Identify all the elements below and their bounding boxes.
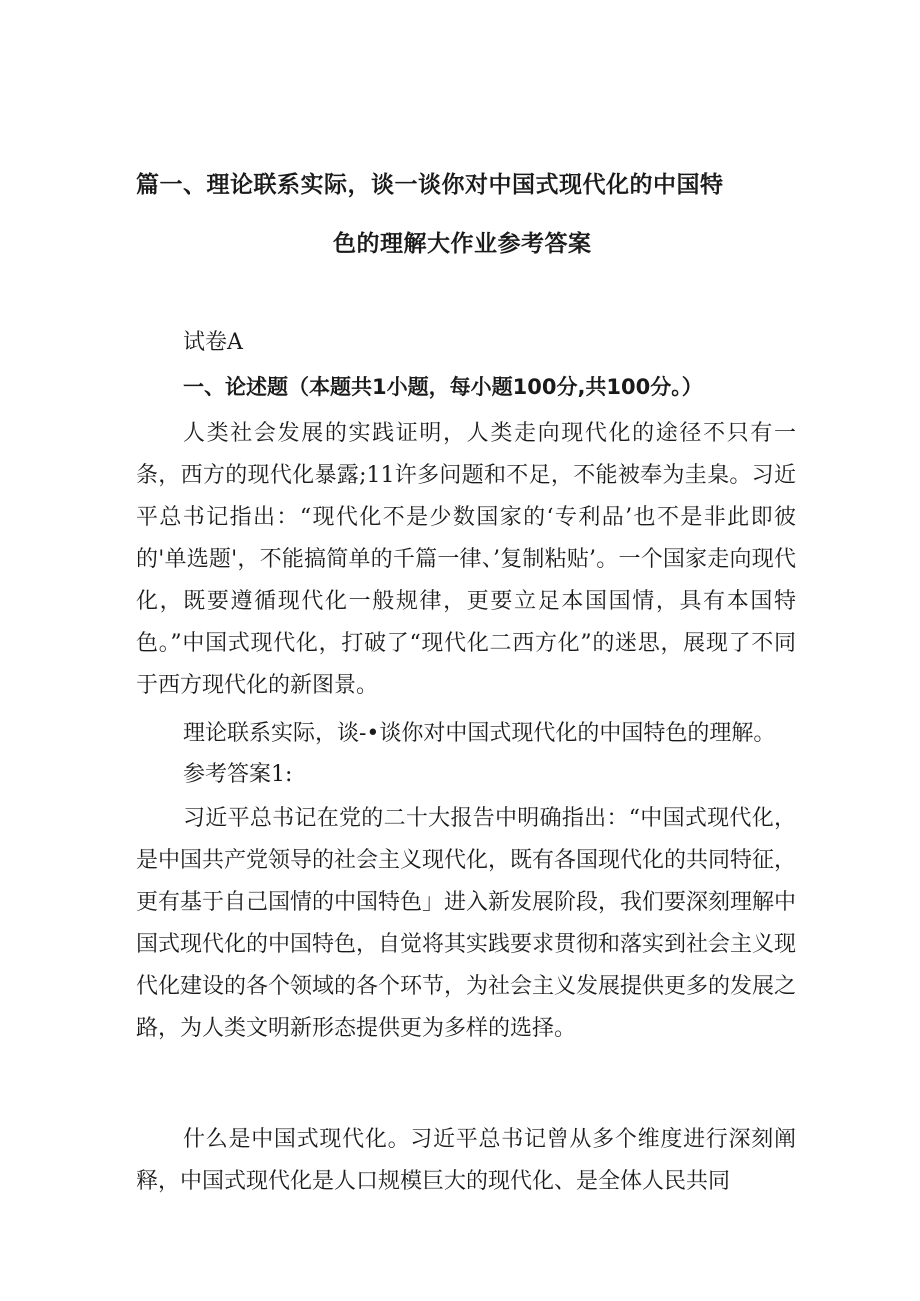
document-title-line-2: 色的理解大作业参考答案 [333,231,592,257]
paragraph-answer: 习近平总书记在党的二十大报告中明确指出：“中国式现代化，是中国共产党领导的社会主义现代化，既有各国现代化的共同特征，更有基于自己国情的中国特色」进入新发展阶段，我们要深刻理解中国式现代化的中国特色，自觉将其实践要求贯彻和落实到社会主义现代化建设的各个领域的各个环节，为社会主义发展提供更多的发展之路，为人类文明新形态提供更为多样的选择。 [136,806,797,1041]
exam-label: 试卷A [183,330,243,355]
essay-question: 理论联系实际，谈-•谈你对中国式现代化的中国特色的理解。 [183,721,776,746]
answer-label: 参考答案1: [183,762,293,787]
paragraph-what-is: 什么是中国式现代化。习近平总书记曾从多个维度进行深刻阐释，中国式现代化是人口规模巨大的现代化、是全体人民共同 [136,1127,796,1194]
paragraph-background: 人类社会发展的实践证明，人类走向现代化的途径不只有一条，西方的现代化暴露;11许多问题和不足，不能被奉为圭臬。习近平总书记指出：“现代化不是少数国家的‘专利品’也不是非此即彼的'单选题'，不能搞简单的千篇一律、’复制粘贴’。一个国家走向现代化，既要遵循现代化一般规律，更要立足本国国情，具有本国特色。”中国式现代化，打破了“现代化二西方化”的迷思，展现了不同于西方现代化的新图景。 [136,421,796,698]
section-heading: 一、论述题（本题共1小题，每小题100分,共100分。） [183,375,703,399]
document-title-line-1: 篇一、理论联系实际，谈一谈你对中国式现代化的中国特 [136,172,724,198]
